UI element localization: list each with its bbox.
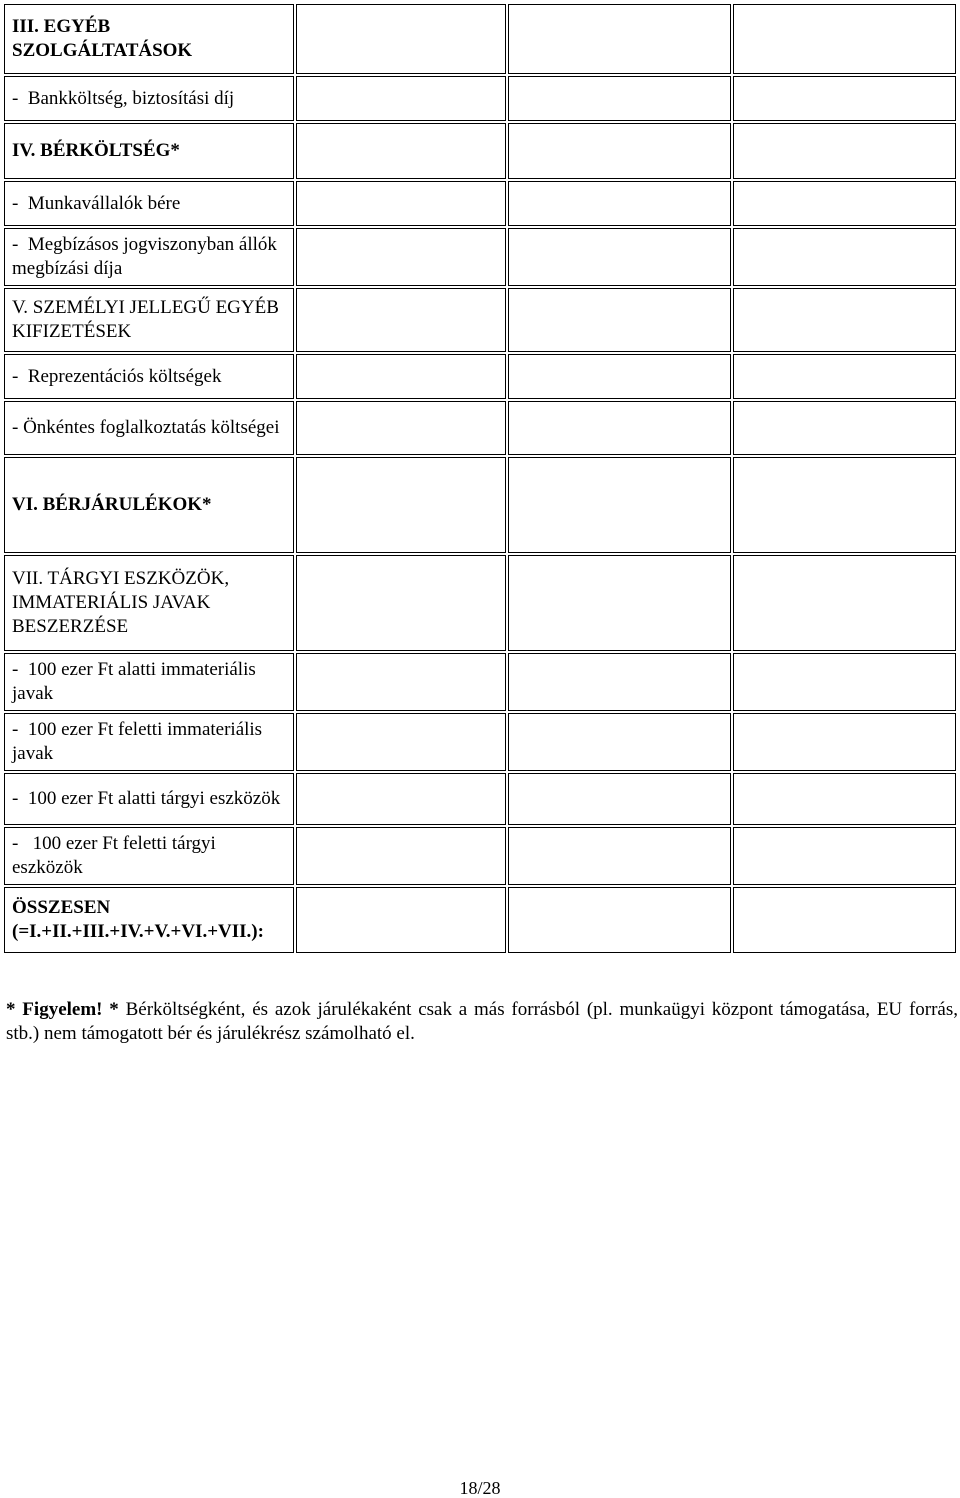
amount-cell[interactable] <box>296 123 506 179</box>
amount-cell[interactable] <box>296 4 506 74</box>
amount-cell[interactable] <box>296 653 506 711</box>
amount-cell[interactable] <box>733 288 956 352</box>
amount-cell[interactable] <box>733 354 956 399</box>
amount-cell[interactable] <box>296 827 506 885</box>
amount-cell[interactable] <box>296 228 506 286</box>
table-row <box>4 123 956 179</box>
amount-cell[interactable] <box>733 123 956 179</box>
row-label: - 100 ezer Ft alatti tárgyi eszközök <box>4 773 294 825</box>
amount-cell[interactable] <box>296 713 506 771</box>
amount-cell[interactable] <box>733 181 956 226</box>
footnote-lead: * Figyelem! <box>6 999 103 1020</box>
amount-cell[interactable] <box>296 354 506 399</box>
row-label: V. SZEMÉLYI JELLEGŰ EGYÉB KIFIZETÉSEK <box>4 288 294 352</box>
table-row <box>4 713 956 771</box>
table-row <box>4 653 956 711</box>
amount-cell[interactable] <box>296 288 506 352</box>
table-row <box>4 228 956 286</box>
amount-cell[interactable] <box>296 181 506 226</box>
amount-cell[interactable] <box>508 713 731 771</box>
amount-cell[interactable] <box>733 4 956 74</box>
row-label: - Munkavállalók bére <box>4 181 294 226</box>
table-row <box>4 827 956 885</box>
row-label: - 100 ezer Ft feletti tárgyi eszközök <box>4 827 294 885</box>
amount-cell[interactable] <box>733 555 956 651</box>
amount-cell[interactable] <box>733 713 956 771</box>
amount-cell[interactable] <box>508 653 731 711</box>
page-number: 18/28 <box>459 1478 501 1498</box>
amount-cell[interactable] <box>508 773 731 825</box>
amount-cell[interactable] <box>508 827 731 885</box>
table-row <box>4 354 956 399</box>
table-row <box>4 555 956 651</box>
table-row <box>4 887 956 953</box>
row-label: IV. BÉRKÖLTSÉG* <box>4 123 294 179</box>
amount-cell[interactable] <box>733 401 956 455</box>
amount-cell[interactable] <box>733 887 956 953</box>
row-label: - 100 ezer Ft feletti immateriális javak <box>4 713 294 771</box>
row-label: VII. TÁRGYI ESZKÖZÖK, IMMATERIÁLIS JAVAK BESZERZÉSE <box>4 555 294 651</box>
amount-cell[interactable] <box>733 773 956 825</box>
table-row <box>4 288 956 352</box>
amount-cell[interactable] <box>733 76 956 121</box>
row-label: - Önkéntes foglalkoztatás költségei <box>4 401 294 455</box>
amount-cell[interactable] <box>508 555 731 651</box>
amount-cell[interactable] <box>508 123 731 179</box>
row-label: ÖSSZESEN (=I.+II.+III.+IV.+V.+VI.+VII.): <box>4 887 294 953</box>
table-row <box>4 401 956 455</box>
table-row <box>4 4 956 74</box>
amount-cell[interactable] <box>508 76 731 121</box>
amount-cell[interactable] <box>733 653 956 711</box>
amount-cell[interactable] <box>733 228 956 286</box>
amount-cell[interactable] <box>733 457 956 553</box>
amount-cell[interactable] <box>296 887 506 953</box>
amount-cell[interactable] <box>508 401 731 455</box>
amount-cell[interactable] <box>508 228 731 286</box>
amount-cell[interactable] <box>296 773 506 825</box>
amount-cell[interactable] <box>508 4 731 74</box>
amount-cell[interactable] <box>508 181 731 226</box>
budget-table <box>2 2 958 955</box>
amount-cell[interactable] <box>508 288 731 352</box>
amount-cell[interactable] <box>508 354 731 399</box>
row-label: - 100 ezer Ft alatti immateriális javak <box>4 653 294 711</box>
row-label: III. EGYÉB SZOLGÁLTATÁSOK <box>4 4 294 74</box>
amount-cell[interactable] <box>508 887 731 953</box>
row-label: - Reprezentációs költségek <box>4 354 294 399</box>
amount-cell[interactable] <box>296 555 506 651</box>
amount-cell[interactable] <box>296 457 506 553</box>
table-row <box>4 457 956 553</box>
amount-cell[interactable] <box>296 401 506 455</box>
footnote-star: * <box>102 999 119 1020</box>
footnote <box>6 998 958 1046</box>
row-label: - Bankköltség, biztosítási díj <box>4 76 294 121</box>
table-row <box>4 773 956 825</box>
table-row <box>4 181 956 226</box>
row-label: VI. BÉRJÁRULÉKOK* <box>4 457 294 553</box>
amount-cell[interactable] <box>296 76 506 121</box>
footnote-text: Bérköltségként, és azok járulékaként csak a más forrásból (pl. munkaügyi központ támogatása, EU forrás, stb.) nem támogatott bér és járulékrész számolható el. <box>6 999 959 1044</box>
budget-table-body <box>4 4 956 953</box>
amount-cell[interactable] <box>733 827 956 885</box>
row-label: - Megbízásos jogviszonyban állók megbízási díja <box>4 228 294 286</box>
amount-cell[interactable] <box>508 457 731 553</box>
table-row <box>4 76 956 121</box>
